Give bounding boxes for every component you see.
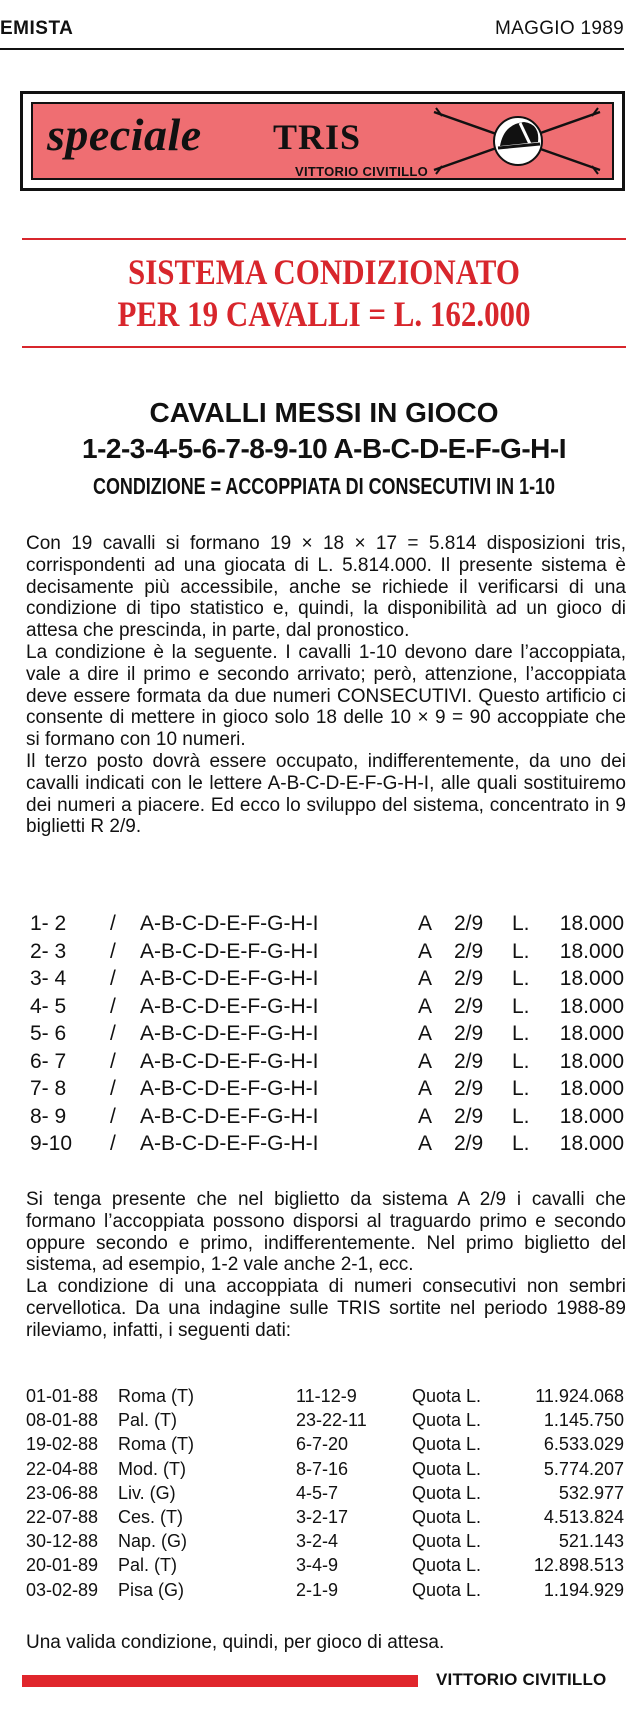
result-cell-quota: Quota L. [412, 1531, 482, 1552]
result-cell-quota: Quota L. [412, 1410, 482, 1431]
result-cell-nums: 11-12-9 [296, 1386, 357, 1406]
result-row [26, 1553, 626, 1577]
system-cell-amount: 18.000 [559, 1132, 624, 1155]
notes-text [26, 1189, 626, 1342]
system-cell-frac: 2/9 [454, 994, 484, 1018]
system-cell-a: A [418, 912, 433, 935]
system-cell-pair: 2- 3 [30, 939, 67, 963]
system-cell-pair: 5- 6 [30, 1022, 67, 1045]
system-table [26, 910, 626, 1158]
result-cell-quota: Quota L. [412, 1458, 482, 1479]
results-table [26, 1384, 626, 1602]
result-cell-date: 22-04-88 [26, 1458, 99, 1479]
system-cell-letters: A-B-C-D-E-F-G-H-I [140, 939, 319, 963]
system-cell-a: A [418, 1077, 433, 1100]
result-cell-date: 30-12-88 [26, 1531, 99, 1552]
section-banner [20, 91, 625, 191]
system-cell-letters: A-B-C-D-E-F-G-H-I [140, 1132, 319, 1155]
system-cell-pair: 3- 4 [30, 967, 67, 990]
system-row [26, 910, 626, 938]
system-cell-amount: 18.000 [559, 912, 624, 935]
system-cell-letters: A-B-C-D-E-F-G-H-I [140, 1077, 319, 1100]
intro-text [26, 533, 626, 838]
result-cell-place: Mod. (T) [118, 1458, 187, 1479]
system-cell-pair: 7- 8 [30, 1077, 67, 1100]
result-row [26, 1432, 626, 1456]
notes-paragraph-1: Si tenga presente che nel biglietto da sistema A 2/9 i cavalli che formano l’accoppiata possono disporsi al traguardo primo e secondo oppure secondo e primo, indifferentemente. Nel primo biglietto del sistema, ad esempio, 1-2 vale anche 2-1, ecc. [26, 1189, 626, 1276]
system-cell-a: A [418, 939, 433, 963]
system-cell-l: L. [512, 1077, 530, 1100]
header-divider [0, 48, 624, 50]
result-cell-nums: 23-22-11 [296, 1410, 367, 1431]
system-cell-pair: 8- 9 [30, 1104, 67, 1128]
banner-tris: TRIS [273, 117, 362, 157]
system-cell-frac: 2/9 [454, 1132, 484, 1155]
system-cell-slash: / [110, 1022, 116, 1045]
system-cell-pair: 9-10 [30, 1132, 73, 1155]
result-cell-place: Liv. (G) [118, 1482, 176, 1503]
system-cell-amount: 18.000 [559, 967, 624, 990]
system-cell-frac: 2/9 [454, 967, 484, 990]
system-cell-frac: 2/9 [454, 1022, 484, 1045]
magazine-name: EMISTA [0, 18, 74, 39]
system-cell-amount: 18.000 [559, 939, 624, 963]
result-cell-quota: Quota L. [412, 1386, 482, 1406]
result-cell-amount: 1.194.929 [543, 1579, 624, 1600]
system-cell-amount: 18.000 [559, 1049, 624, 1073]
system-cell-l: L. [512, 1022, 530, 1045]
result-cell-nums: 3-2-4 [296, 1531, 339, 1552]
subtitle-condition: CONDIZIONE = ACCOPPIATA DI CONSECUTIVI IN 1-10 [92, 473, 556, 499]
result-cell-place: Pal. (T) [118, 1555, 178, 1576]
notes-paragraph-2: La condizione di una accoppiata di numeri consecutivi non sembri cervellotica. Da una indagine sulle TRIS sortite nel periodo 1988-89 rileviamo, infatti, i seguenti dati: [26, 1276, 626, 1341]
result-row [26, 1505, 626, 1529]
system-cell-frac: 2/9 [454, 912, 484, 935]
result-cell-amount: 521.143 [558, 1531, 624, 1552]
system-cell-letters: A-B-C-D-E-F-G-H-I [140, 967, 319, 990]
system-row [26, 1075, 626, 1103]
result-cell-amount: 11.924.068 [535, 1386, 624, 1406]
system-cell-letters: A-B-C-D-E-F-G-H-I [140, 1049, 319, 1073]
system-cell-frac: 2/9 [454, 1104, 484, 1128]
banner-panel [31, 102, 614, 180]
result-cell-date: 23-06-88 [26, 1482, 99, 1503]
system-row [26, 938, 626, 966]
title-rule-bottom [22, 346, 626, 348]
system-cell-frac: 2/9 [454, 939, 484, 963]
system-cell-pair: 6- 7 [30, 1049, 67, 1073]
result-cell-date: 22-07-88 [26, 1506, 99, 1527]
result-cell-place: Ces. (T) [118, 1506, 183, 1527]
system-cell-letters: A-B-C-D-E-F-G-H-I [140, 912, 319, 935]
result-row [26, 1529, 626, 1553]
result-cell-quota: Quota L. [412, 1579, 482, 1600]
jockey-cap-crossed-whips-icon [432, 106, 602, 176]
intro-paragraph-3: Il terzo posto dovrà essere occupato, indifferentemente, da uno dei cavalli indicati con le lettere A-B-C-D-E-F-G-H-I, alle quali sostituiremo dei numeri a piacere. Ed ecco lo sviluppo del sistema, concentrato in 9 biglietti R 2/9. [26, 750, 626, 838]
result-cell-amount: 12.898.513 [533, 1555, 624, 1576]
system-cell-slash: / [110, 912, 116, 935]
system-cell-a: A [418, 1022, 433, 1045]
banner-speciale: speciale [47, 109, 202, 160]
system-cell-a: A [418, 1104, 433, 1128]
result-cell-quota: Quota L. [412, 1434, 482, 1455]
result-cell-nums: 2-1-9 [296, 1579, 339, 1600]
system-cell-a: A [418, 1132, 433, 1155]
result-cell-date: 08-01-88 [26, 1410, 99, 1431]
footer-author: VITTORIO CIVITILLO [436, 1670, 607, 1689]
result-cell-nums: 6-7-20 [296, 1434, 349, 1455]
system-cell-l: L. [512, 1132, 530, 1155]
issue-date: MAGGIO 1989 [495, 18, 624, 39]
result-cell-nums: 8-7-16 [296, 1458, 349, 1479]
system-cell-slash: / [110, 939, 116, 963]
page-header [0, 18, 624, 42]
result-cell-date: 01-01-88 [26, 1386, 99, 1406]
result-row [26, 1578, 626, 1602]
result-cell-amount: 1.145.750 [543, 1410, 624, 1431]
system-cell-letters: A-B-C-D-E-F-G-H-I [140, 1104, 319, 1128]
system-cell-l: L. [512, 1049, 530, 1073]
system-cell-slash: / [110, 994, 116, 1018]
system-cell-frac: 2/9 [454, 1049, 484, 1073]
result-cell-quota: Quota L. [412, 1555, 482, 1576]
system-cell-l: L. [512, 1104, 530, 1128]
system-cell-l: L. [512, 967, 530, 990]
intro-paragraph-1: Con 19 cavalli si formano 19 × 18 × 17 = 5.814 disposizioni tris, corrispondenti ad una giocata di L. 5.814.000. Il presente sistema è decisamente più accessibile, anche se richiede il verificarsi di una condizione di tipo statistico e, quindi, la disponibilità ad un gioco di attesa che prescinda, in parte, dal pronostico. [26, 533, 626, 642]
result-row [26, 1384, 626, 1408]
system-row [26, 1103, 626, 1131]
system-cell-amount: 18.000 [559, 1077, 624, 1100]
system-cell-a: A [418, 967, 433, 990]
result-cell-place: Roma (T) [118, 1386, 194, 1406]
result-cell-place: Roma (T) [118, 1434, 194, 1455]
result-cell-quota: Quota L. [412, 1482, 482, 1503]
result-cell-nums: 4-5-7 [296, 1482, 339, 1503]
system-cell-letters: A-B-C-D-E-F-G-H-I [140, 994, 319, 1018]
result-cell-amount: 532.977 [558, 1482, 624, 1503]
result-row [26, 1408, 626, 1432]
system-cell-amount: 18.000 [559, 1022, 624, 1045]
result-cell-nums: 3-4-9 [296, 1555, 339, 1576]
system-cell-slash: / [110, 1104, 116, 1128]
article-title-line2: PER 19 CAVALLI = L. 162.000 [117, 294, 531, 334]
closing-sentence: Una valida condizione, quindi, per gioco di attesa. [26, 1632, 445, 1653]
system-row [26, 1130, 626, 1158]
system-cell-pair: 1- 2 [30, 912, 67, 935]
intro-paragraph-2: La condizione è la seguente. I cavalli 1-10 devono dare l’accoppiata, vale a dire il primo e secondo arrivato; però, attenzione, l’accoppiata deve essere formata da due numeri CONSECUTIVI. Questo artificio ci consente di mettere in gioco solo 18 delle 10 × 9 = 90 accoppiate che si formano con 10 numeri. [26, 641, 626, 751]
system-cell-frac: 2/9 [454, 1077, 484, 1100]
banner-author: VITTORIO CIVITILLO [295, 164, 428, 179]
system-cell-slash: / [110, 1049, 116, 1073]
result-row [26, 1481, 626, 1505]
system-cell-slash: / [110, 1077, 116, 1100]
system-cell-l: L. [512, 994, 530, 1018]
subtitle-numbers: 1-2-3-4-5-6-7-8-9-10 A-B-C-D-E-F-G-H-I [82, 433, 566, 464]
result-cell-amount: 6.533.029 [543, 1434, 624, 1455]
system-cell-slash: / [110, 1132, 116, 1155]
result-cell-place: Pal. (T) [118, 1410, 178, 1431]
system-cell-slash: / [110, 967, 116, 990]
result-cell-date: 19-02-88 [26, 1434, 99, 1455]
system-cell-l: L. [512, 912, 530, 935]
result-cell-nums: 3-2-17 [296, 1506, 349, 1527]
result-cell-quota: Quota L. [412, 1506, 482, 1527]
system-cell-a: A [418, 994, 433, 1018]
system-cell-amount: 18.000 [559, 994, 624, 1018]
result-cell-amount: 4.513.824 [543, 1506, 624, 1527]
system-cell-amount: 18.000 [559, 1104, 624, 1128]
footer-red-bar [22, 1675, 418, 1687]
system-cell-l: L. [512, 939, 530, 963]
result-cell-place: Pisa (G) [118, 1579, 185, 1600]
result-cell-date: 03-02-89 [26, 1579, 99, 1600]
title-rule-top [22, 238, 626, 240]
system-cell-a: A [418, 1049, 433, 1073]
result-cell-amount: 5.774.207 [543, 1458, 624, 1479]
system-row [26, 965, 626, 993]
system-cell-letters: A-B-C-D-E-F-G-H-I [140, 1022, 319, 1045]
subtitle-horses: CAVALLI MESSI IN GIOCO [149, 397, 499, 428]
result-cell-date: 20-01-89 [26, 1555, 99, 1576]
result-cell-place: Nap. (G) [118, 1531, 188, 1552]
article-title-line1: SISTEMA CONDIZIONATO [128, 252, 520, 292]
result-row [26, 1457, 626, 1481]
system-cell-pair: 4- 5 [30, 994, 67, 1018]
system-row [26, 1048, 626, 1076]
system-row [26, 993, 626, 1021]
system-row [26, 1020, 626, 1048]
